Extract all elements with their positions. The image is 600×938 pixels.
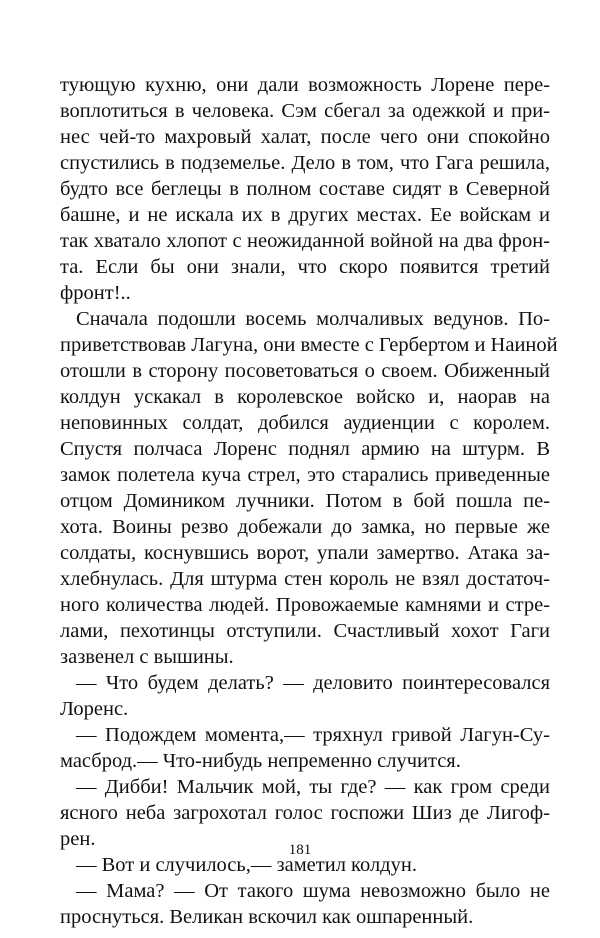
- text-line: Сначала подошли восемь молчаливых ведунов. По-: [76, 308, 550, 330]
- text-line: — Мама? — От такого шума невозможно было не: [76, 880, 550, 902]
- text-line: приветствовав Лагуна, они вместе с Гербертом и Наиной: [60, 334, 558, 356]
- page-body: [60, 72, 558, 930]
- text-line: хлебнулась. Для штурма стен король не взял достаточ-: [60, 568, 550, 590]
- paragraph: [60, 878, 550, 930]
- text-line: солдаты, коснувшись ворот, упали замертво. Атака за-: [60, 542, 550, 564]
- paragraph: [60, 774, 550, 852]
- paragraph: [60, 670, 550, 722]
- text-line: проснуться. Великан вскочил как ошпаренный.: [60, 906, 474, 928]
- text-line: — Подождем момента,— тряхнул гривой Лагун-Су-: [76, 724, 550, 746]
- text-line: фронт!..: [60, 282, 131, 304]
- text-line: — Дибби! Мальчик мой, ты где? — как гром среди: [76, 776, 550, 798]
- paragraph: [60, 72, 550, 306]
- text-line: так хватало хлопот с неожиданной войной на два фрон-: [60, 230, 550, 252]
- paragraph: [60, 306, 558, 670]
- text-line: рен.: [60, 828, 96, 850]
- text-line: воплотиться в человека. Сэм сбегал за одежкой и при-: [60, 100, 550, 122]
- text-line: башне, и не искала их в других местах. Ее войскам и: [60, 204, 550, 226]
- text-line: — Что будем делать? — деловито поинтересовался: [76, 672, 550, 694]
- text-line: неповинных солдат, добился аудиенции с королем.: [60, 412, 550, 434]
- page-number: 181: [288, 842, 312, 858]
- text-line: спустились в подземелье. Дело в том, что Гага решила,: [60, 152, 550, 174]
- text-line: ясного неба загрохотал голос госпожи Шиз де Лигоф-: [60, 802, 550, 824]
- text-line: Лоренс.: [60, 698, 129, 720]
- text-line: лами, пехотинцы отступили. Счастливый хохот Гаги: [60, 620, 550, 642]
- text-line: замок полетела куча стрел, это старались приведенные: [60, 464, 550, 486]
- paragraph: [60, 722, 550, 774]
- text-line: та. Если бы они знали, что скоро появится третий: [60, 256, 550, 278]
- text-line: хота. Воины резво добежали до замка, но первые же: [60, 516, 550, 538]
- text-line: масброд.— Что-нибудь непременно случится.: [60, 750, 461, 772]
- text-line: нес чей-то махровый халат, после чего они спокойно: [60, 126, 550, 148]
- text-line: будто все беглецы в полном составе сидят в Северной: [60, 178, 550, 200]
- text-line: Спустя полчаса Лоренс поднял армию на штурм. В: [60, 438, 550, 460]
- text-line: отцом Домиником лучники. Потом в бой пошла пе-: [60, 490, 550, 512]
- text-line: — Вот и случилось,— заметил колдун.: [76, 854, 417, 876]
- text-line: тующую кухню, они дали возможность Лорене пере-: [60, 74, 550, 96]
- text-line: отошли в сторону посоветоваться о своем. Обиженный: [60, 360, 550, 382]
- text-line: ного количества людей. Провожаемые камнями и стре-: [60, 594, 550, 616]
- text-line: зазвенел с вышины.: [60, 646, 234, 668]
- text-line: колдун ускакал в королевское войско и, наорав на: [60, 386, 550, 408]
